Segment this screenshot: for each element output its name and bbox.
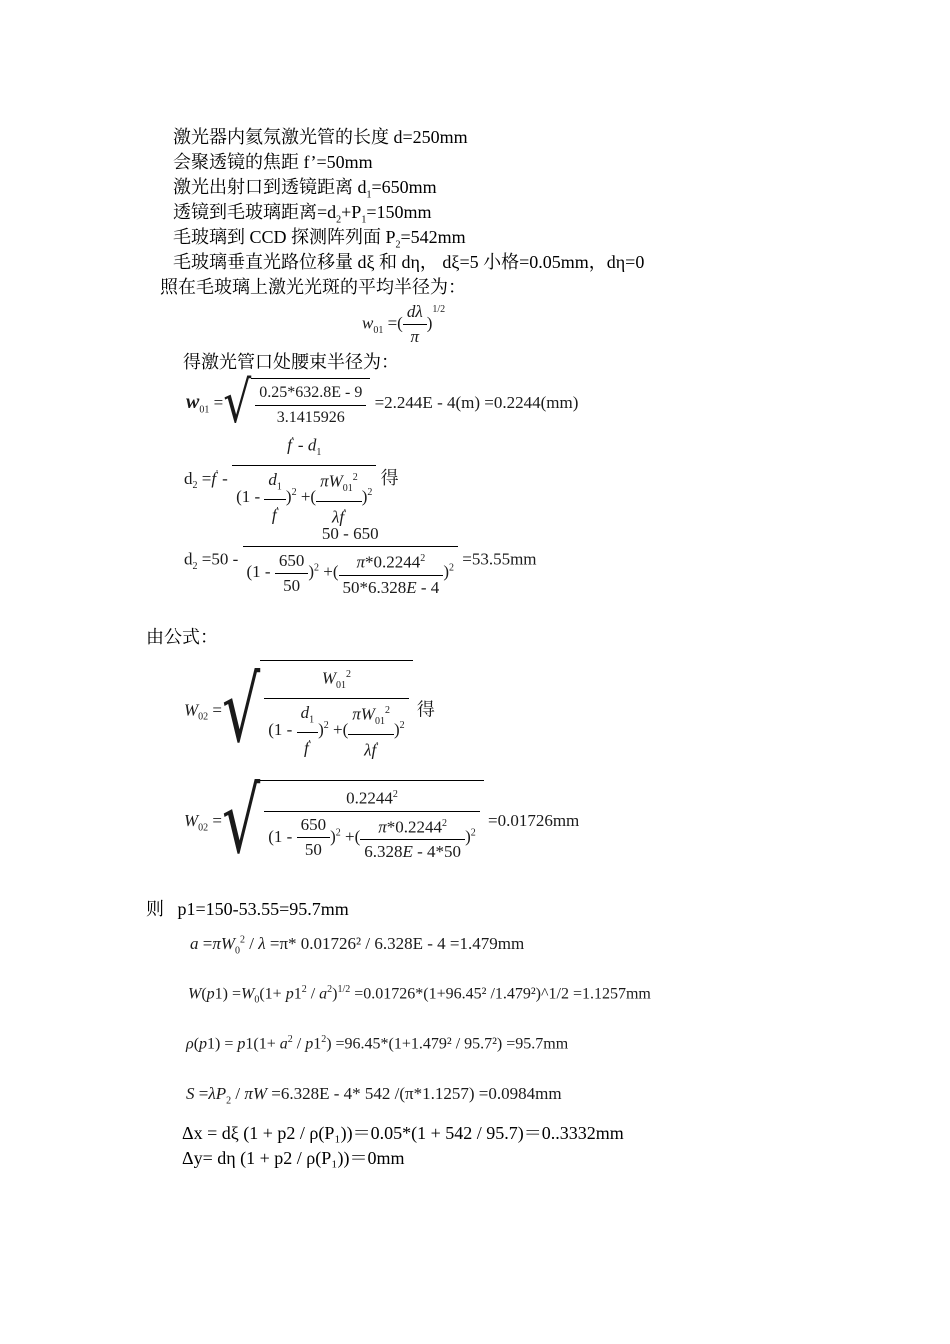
formula-d2-numeric: $d_2 =50$ - 50 - 650 (1 - $\frac{650}{50}$ )$^2$ +( $\frac{\pi*0.2244^2}{50*6.328E - 4}$ )$^2$ =53.55mm bbox=[184, 524, 537, 597]
formula-rho-p1: $\rho(p1) = p1(1+ a^2 / p1^2) =96.45*(1+1.479^2 / 95.7^2) =95.7mm$ bbox=[186, 1034, 569, 1053]
de-word: 得 bbox=[380, 467, 399, 488]
formula-w02-general: $W_{02}$ =√ $W_{01}^2$ (1 - $\frac{d_1}{f'}$ )$^2$ +( $\frac{\pi W_{01}^2}{\lambda f'}$ )$^2$ 得 bbox=[184, 658, 435, 764]
formula-w02-numeric: $W_{02}$ =√ 0.2244$^2$ (1 - $\frac{650}{50}$ )$^2$ +( $\frac{\pi*0.2244^2}{6.328E - 4*50}$ )$^2$ =0.01726mm bbox=[184, 769, 580, 875]
param-tube-length: 激光器内氦氖激光管的长度 d=250mm bbox=[173, 127, 468, 147]
param-displacement: 毛玻璃垂直光路位移量 dξ 和 dη， dξ=5 小格=0.05mm，dη=0 bbox=[173, 252, 645, 272]
waist-radius-intro: 得激光管口处腰束半径为： bbox=[183, 352, 399, 372]
formula-S: $S =\lambda P_2 / \pi W =6.328E - 4*$ 542 /(π*1.1257) =0.0984mm bbox=[186, 1084, 562, 1107]
param-lens-to-glass: 透镜到毛玻璃距离$=d_2+P_1=150mm$ bbox=[173, 202, 432, 226]
delta-y-line: Δy= dη (1 + p2 / ρ(P₁))＝0mm bbox=[182, 1148, 405, 1168]
formula-a: $a =\pi W_0^2 / \lambda =\pi*$ 0.01726² / 6.328E - 4 =1.479mm bbox=[190, 934, 525, 957]
delta-x-line: Δx = dξ (1 + p2 / ρ(P₁))＝0.05*(1 + 542 / 95.7)＝0..3332mm bbox=[182, 1123, 624, 1143]
de-word-2: 得 bbox=[416, 699, 435, 720]
then-line: 则 p1=150-53.55=95.7mm bbox=[146, 899, 349, 919]
formula-w01-general: $w_{01}$ =( $\frac{d\lambda}{\pi}$ )$^{1/2}$ bbox=[362, 302, 446, 346]
param-focal-length: 会聚透镜的焦距 f’=50mm bbox=[173, 152, 373, 172]
spot-radius-intro: 照在毛玻璃上激光光斑的平均半径为： bbox=[160, 277, 466, 297]
formula-intro: 由公式： bbox=[146, 627, 218, 647]
formula-W-p1: $W(p1) =W_0(1+ p1^2 / a^2)^{1/2} =0.01726*(1+96.45^2$ /1.479²)^1/2 =1.1257mm bbox=[188, 984, 651, 1006]
param-exit-to-lens: 激光出射口到透镜距离 $d_1=650mm$ bbox=[173, 177, 437, 201]
formula-d2-general: $d_2 =f'$ - $f' - d_1$ (1 - $\frac{d_1}{f'}$ )$^2$ +( $\frac{\pi W_{01}^2}{\lambda f'}$ )$^2$ 得 bbox=[184, 430, 399, 530]
param-glass-to-ccd: 毛玻璃到 CCD 探测阵列面 $P_2=542mm$ bbox=[173, 227, 466, 251]
formula-w01-numeric: $w_{01}$ =√ $\frac{0.25*632.8E - 9}{3.1415926}$ =2.244E - 4(m) =0.2244(mm) bbox=[186, 370, 579, 437]
